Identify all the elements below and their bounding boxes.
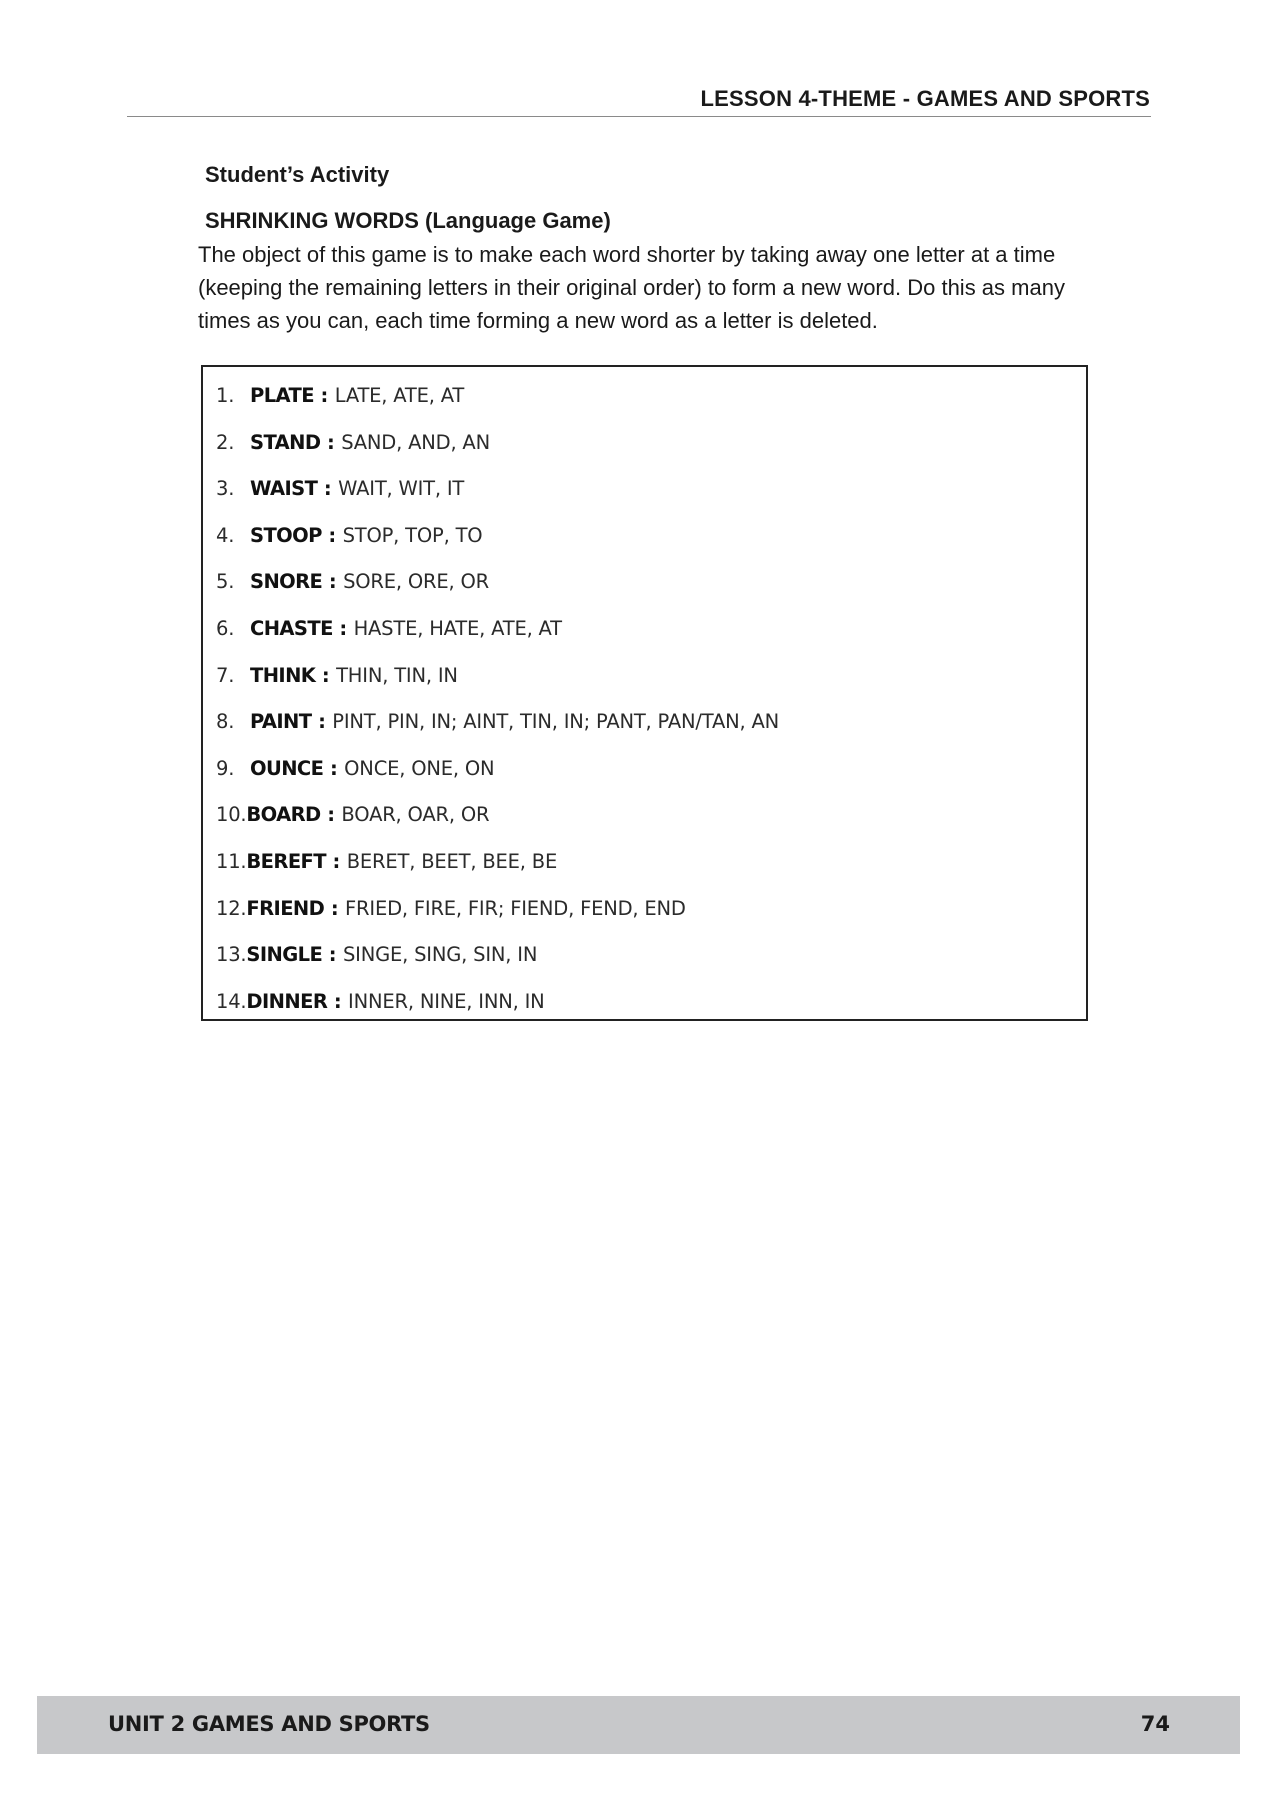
answer-number: 13. [216,943,247,967]
answer-row [216,420,1086,467]
answer-row [216,653,1086,700]
answer-box [201,365,1088,1021]
answer-result: PINT, PIN, IN; AINT, TIN, IN; PANT, PAN/TAN, AN [332,710,780,734]
answer-separator: : [322,570,344,594]
answer-result: LATE, ATE, AT [334,384,465,407]
answer-word: STOOP [250,523,322,547]
answer-result: THIN, TIN, IN [336,663,458,687]
answer-row [216,559,1086,606]
answer-separator: : [332,616,354,640]
answer-separator: : [323,756,345,780]
answer-number: 12. [216,896,247,920]
answer-number: 6. [216,616,235,640]
answer-result: WAIT, WIT, IT [338,477,465,501]
answer-row [216,979,1086,1026]
answer-result: STOP, TOP, TO [342,523,483,547]
answer-word: SNORE [250,570,323,594]
answer-row [216,513,1086,560]
answer-number: 4. [216,523,235,547]
answer-number: 11. [216,849,247,873]
answer-number: 9. [216,756,235,780]
answer-separator: : [324,896,346,920]
answer-separator: : [320,430,342,454]
answer-word: OUNCE [250,756,324,780]
answer-separator: : [315,663,337,687]
answer-result: BOAR, OAR, OR [341,803,490,827]
answer-number: 5. [216,570,235,594]
answer-row [216,746,1086,793]
answer-row [216,792,1086,839]
answer-separator: : [313,384,335,407]
answer-row [216,466,1086,513]
footer-unit-label: UNIT 2 GAMES AND SPORTS [108,1712,430,1736]
answer-row [216,699,1086,746]
answer-result: ONCE, ONE, ON [344,756,495,780]
answer-word: WAIST [250,477,318,501]
answer-word: PLATE [250,384,314,407]
answer-word: CHASTE [250,616,333,640]
answer-word: BEREFT [246,849,326,873]
answer-row [216,932,1086,979]
header-divider [127,116,1151,117]
answer-word: PAINT [250,710,312,734]
game-title: SHRINKING WORDS (Language Game) [205,208,611,233]
page-number: 74 [1140,1712,1170,1736]
answer-separator: : [311,710,333,734]
game-instructions: The object of this game is to make each word shorter by taking away one letter at a time (keeping the remaining letters in their original order) to form a new word. Do this as many times as you can, each time forming a new word as a letter is deleted. [198,242,1065,333]
answer-separator: : [327,989,349,1013]
answer-number: 3. [216,477,235,501]
answer-row [216,839,1086,886]
answer-row [216,886,1086,933]
answer-row [216,606,1086,653]
answer-row [216,373,1086,420]
answer-word: BOARD [246,803,321,827]
answer-word: SINGLE [246,943,323,967]
answer-word: DINNER [246,989,328,1013]
answer-number: 10. [216,803,247,827]
answer-number: 14. [216,989,247,1013]
answer-number: 1. [216,384,235,407]
answer-word: THINK [250,663,316,687]
answer-result: SINGE, SING, SIN, IN [342,943,538,967]
answer-number: 7. [216,663,235,687]
answer-number: 2. [216,430,235,454]
answer-number: 8. [216,710,235,734]
answer-separator: : [317,477,339,501]
lesson-title: LESSON 4-THEME - GAMES AND SPORTS [700,86,1150,111]
answer-separator: : [325,849,347,873]
answer-result: BERET, BEET, BEE, BE [346,849,558,873]
answer-word: STAND [250,430,321,454]
section-heading: Student’s Activity [205,162,390,187]
answer-separator: : [321,523,343,547]
answer-separator: : [320,803,342,827]
answer-separator: : [322,943,343,967]
answer-result: HASTE, HATE, ATE, AT [353,616,562,640]
answer-result: SORE, ORE, OR [343,570,489,594]
answer-result: INNER, NINE, INN, IN [348,989,545,1013]
answer-result: SAND, AND, AN [341,430,490,454]
answer-result: FRIED, FIRE, FIR; FIEND, FEND, END [345,896,686,920]
answer-list [216,373,1086,1025]
answer-word: FRIEND [246,896,325,920]
